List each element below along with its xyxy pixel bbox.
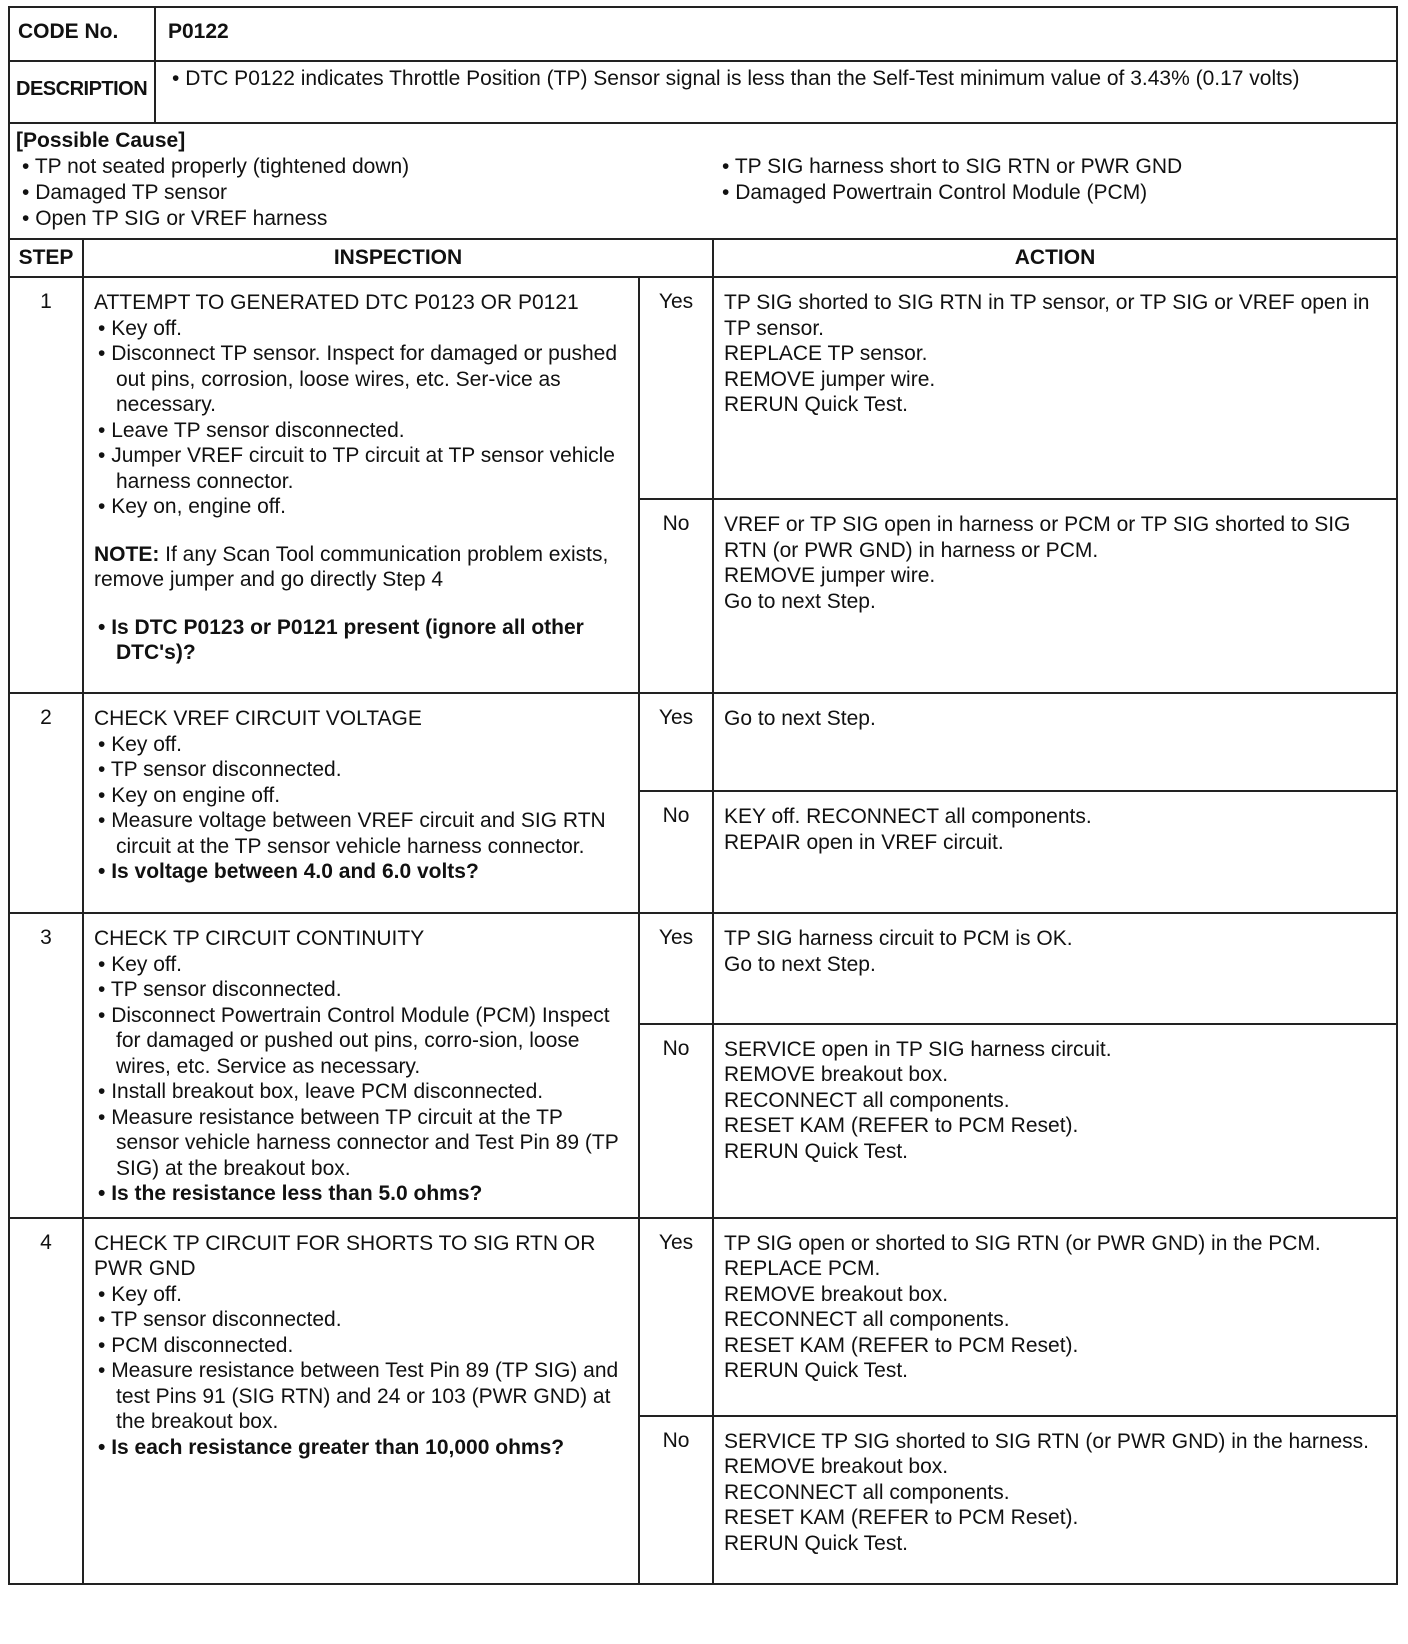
inspection-bullet: • Measure resistance between TP circuit at the TP sensor vehicle harness connector and Test Pin 89 (TP SIG) at the breakout box.	[98, 1105, 619, 1180]
step-question: • Is each resistance greater than 10,000 ohms?	[98, 1435, 565, 1459]
header-table	[8, 6, 1398, 240]
description-bullet: • DTC P0122 indicates Throttle Position (TP) Sensor signal is less than the Self-Test minimum value of 3.43% (0.17 volts)	[172, 67, 1300, 90]
steps-table	[8, 238, 1398, 1585]
inspection-bullet: • Key off.	[98, 316, 183, 340]
col-action-header: ACTION	[713, 239, 1397, 277]
cause-item: • TP not seated properly (tightened down)	[22, 155, 410, 178]
step-title: CHECK TP CIRCUIT CONTINUITY	[94, 927, 425, 950]
inspection-bullet: • Measure voltage between VREF circuit and SIG RTN circuit at the TP sensor vehicle harness connector.	[98, 809, 606, 858]
step-4-no-action: SERVICE TP SIG shorted to SIG RTN (or PWR GND) in the harness. REMOVE breakout box. RECONNECT all components. RESET KAM (REFER to PCM Reset). RERUN Quick Test.	[713, 1416, 1397, 1584]
step-1-yes-action: TP SIG shorted to SIG RTN in TP sensor, or TP SIG or VREF open in TP sensor. REPLACE TP sensor. REMOVE jumper wire. RERUN Quick Test.	[713, 277, 1397, 499]
inspection-bullet: • TP sensor disconnected.	[98, 1308, 342, 1331]
step-number: 3	[9, 913, 83, 1218]
step-question: • Is the resistance less than 5.0 ohms?	[98, 1182, 483, 1205]
step-title: ATTEMPT TO GENERATED DTC P0123 OR P0121	[94, 291, 579, 314]
inspection-bullet: • Leave TP sensor disconnected.	[98, 418, 405, 442]
inspection-bullet: • Key off.	[98, 952, 183, 976]
inspection-bullet: • Disconnect Powertrain Control Module (PCM) Inspect for damaged or pushed out pins, corro-sion, loose wires, etc. Service as necessary.	[98, 1003, 610, 1078]
step-1-inspection	[83, 277, 639, 693]
inspection-bullet: • Measure resistance between Test Pin 89 (TP SIG) and test Pins 91 (SIG RTN) and 24 or 103 (PWR GND) at the breakout box.	[98, 1359, 619, 1433]
description-cell	[155, 61, 1397, 123]
inspection-bullet: • Key off.	[98, 1282, 183, 1306]
step-4-yes-action: TP SIG open or shorted to SIG RTN (or PWR GND) in the PCM. REPLACE PCM. REMOVE breakout box. RECONNECT all components. RESET KAM (REFER to PCM Reset). RERUN Quick Test.	[713, 1218, 1397, 1416]
possible-cause-left	[16, 154, 716, 232]
step-question: • Is voltage between 4.0 and 6.0 volts?	[98, 860, 479, 883]
step-4-inspection	[83, 1218, 639, 1584]
step-3-no-action: SERVICE open in TP SIG harness circuit. REMOVE breakout box. RECONNECT all components. RESET KAM (REFER to PCM Reset). RERUN Quick Test.	[713, 1024, 1397, 1218]
possible-cause-title: [Possible Cause]	[16, 129, 186, 152]
no-label: No	[639, 791, 713, 913]
cause-item: • Damaged Powertrain Control Module (PCM)	[722, 181, 1148, 204]
inspection-bullet: • PCM disconnected.	[98, 1333, 294, 1357]
possible-cause-right	[716, 154, 1356, 232]
code-value: P0122	[155, 7, 1397, 61]
yes-label: Yes	[639, 277, 713, 499]
step-title: CHECK TP CIRCUIT FOR SHORTS TO SIG RTN OR PWR GND	[94, 1231, 596, 1280]
inspection-bullet: • Key off.	[98, 732, 183, 756]
step-number: 2	[9, 693, 83, 913]
inspection-bullet: • TP sensor disconnected.	[98, 758, 342, 781]
step-number: 1	[9, 277, 83, 693]
inspection-bullet: • Key on, engine off.	[98, 495, 286, 518]
step-note: NOTE: If any Scan Tool communication problem exists, remove jumper and go directly Step 4	[94, 542, 609, 591]
step-question: • Is DTC P0123 or P0121 present (ignore all other DTC's)?	[98, 615, 584, 664]
cause-item: • Open TP SIG or VREF harness	[22, 207, 328, 230]
step-number: 4	[9, 1218, 83, 1584]
step-1-no-action: VREF or TP SIG open in harness or PCM or TP SIG shorted to SIG RTN (or PWR GND) in harness or PCM. REMOVE jumper wire. Go to next Step.	[713, 499, 1397, 693]
inspection-bullet: • Install breakout box, leave PCM disconnected.	[98, 1080, 544, 1103]
inspection-bullet: • Key on engine off.	[98, 783, 281, 807]
cause-item: • Damaged TP sensor	[22, 181, 228, 204]
no-label: No	[639, 1024, 713, 1218]
step-2-inspection	[83, 693, 639, 913]
no-label: No	[639, 1416, 713, 1584]
yes-label: Yes	[639, 693, 713, 791]
inspection-bullet: • Jumper VREF circuit to TP circuit at TP sensor vehicle harness connector.	[98, 444, 615, 493]
yes-label: Yes	[639, 1218, 713, 1416]
description-label: DESCRIPTION	[9, 61, 155, 123]
step-2-yes-action: Go to next Step.	[713, 693, 1397, 791]
step-2-no-action: KEY off. RECONNECT all components. REPAIR open in VREF circuit.	[713, 791, 1397, 913]
inspection-bullet: • TP sensor disconnected.	[98, 978, 342, 1001]
step-3-yes-action: TP SIG harness circuit to PCM is OK. Go to next Step.	[713, 913, 1397, 1024]
col-inspection-header: INSPECTION	[83, 239, 713, 277]
col-step-header: STEP	[9, 239, 83, 277]
step-3-inspection	[83, 913, 639, 1218]
cause-item: • TP SIG harness short to SIG RTN or PWR GND	[722, 155, 1183, 178]
possible-cause-cell	[9, 123, 1397, 239]
inspection-bullet: • Disconnect TP sensor. Inspect for damaged or pushed out pins, corrosion, loose wires, etc. Ser-vice as necessary.	[98, 342, 618, 416]
step-title: CHECK VREF CIRCUIT VOLTAGE	[94, 707, 422, 730]
code-label: CODE No.	[9, 7, 155, 61]
description-text: DTC P0122 indicates Throttle Position (TP) Sensor signal is less than the Self-Test minimum value of 3.43% (0.17 volts)	[185, 67, 1300, 90]
diagnostic-sheet	[8, 6, 1398, 1585]
no-label: No	[639, 499, 713, 693]
yes-label: Yes	[639, 913, 713, 1024]
